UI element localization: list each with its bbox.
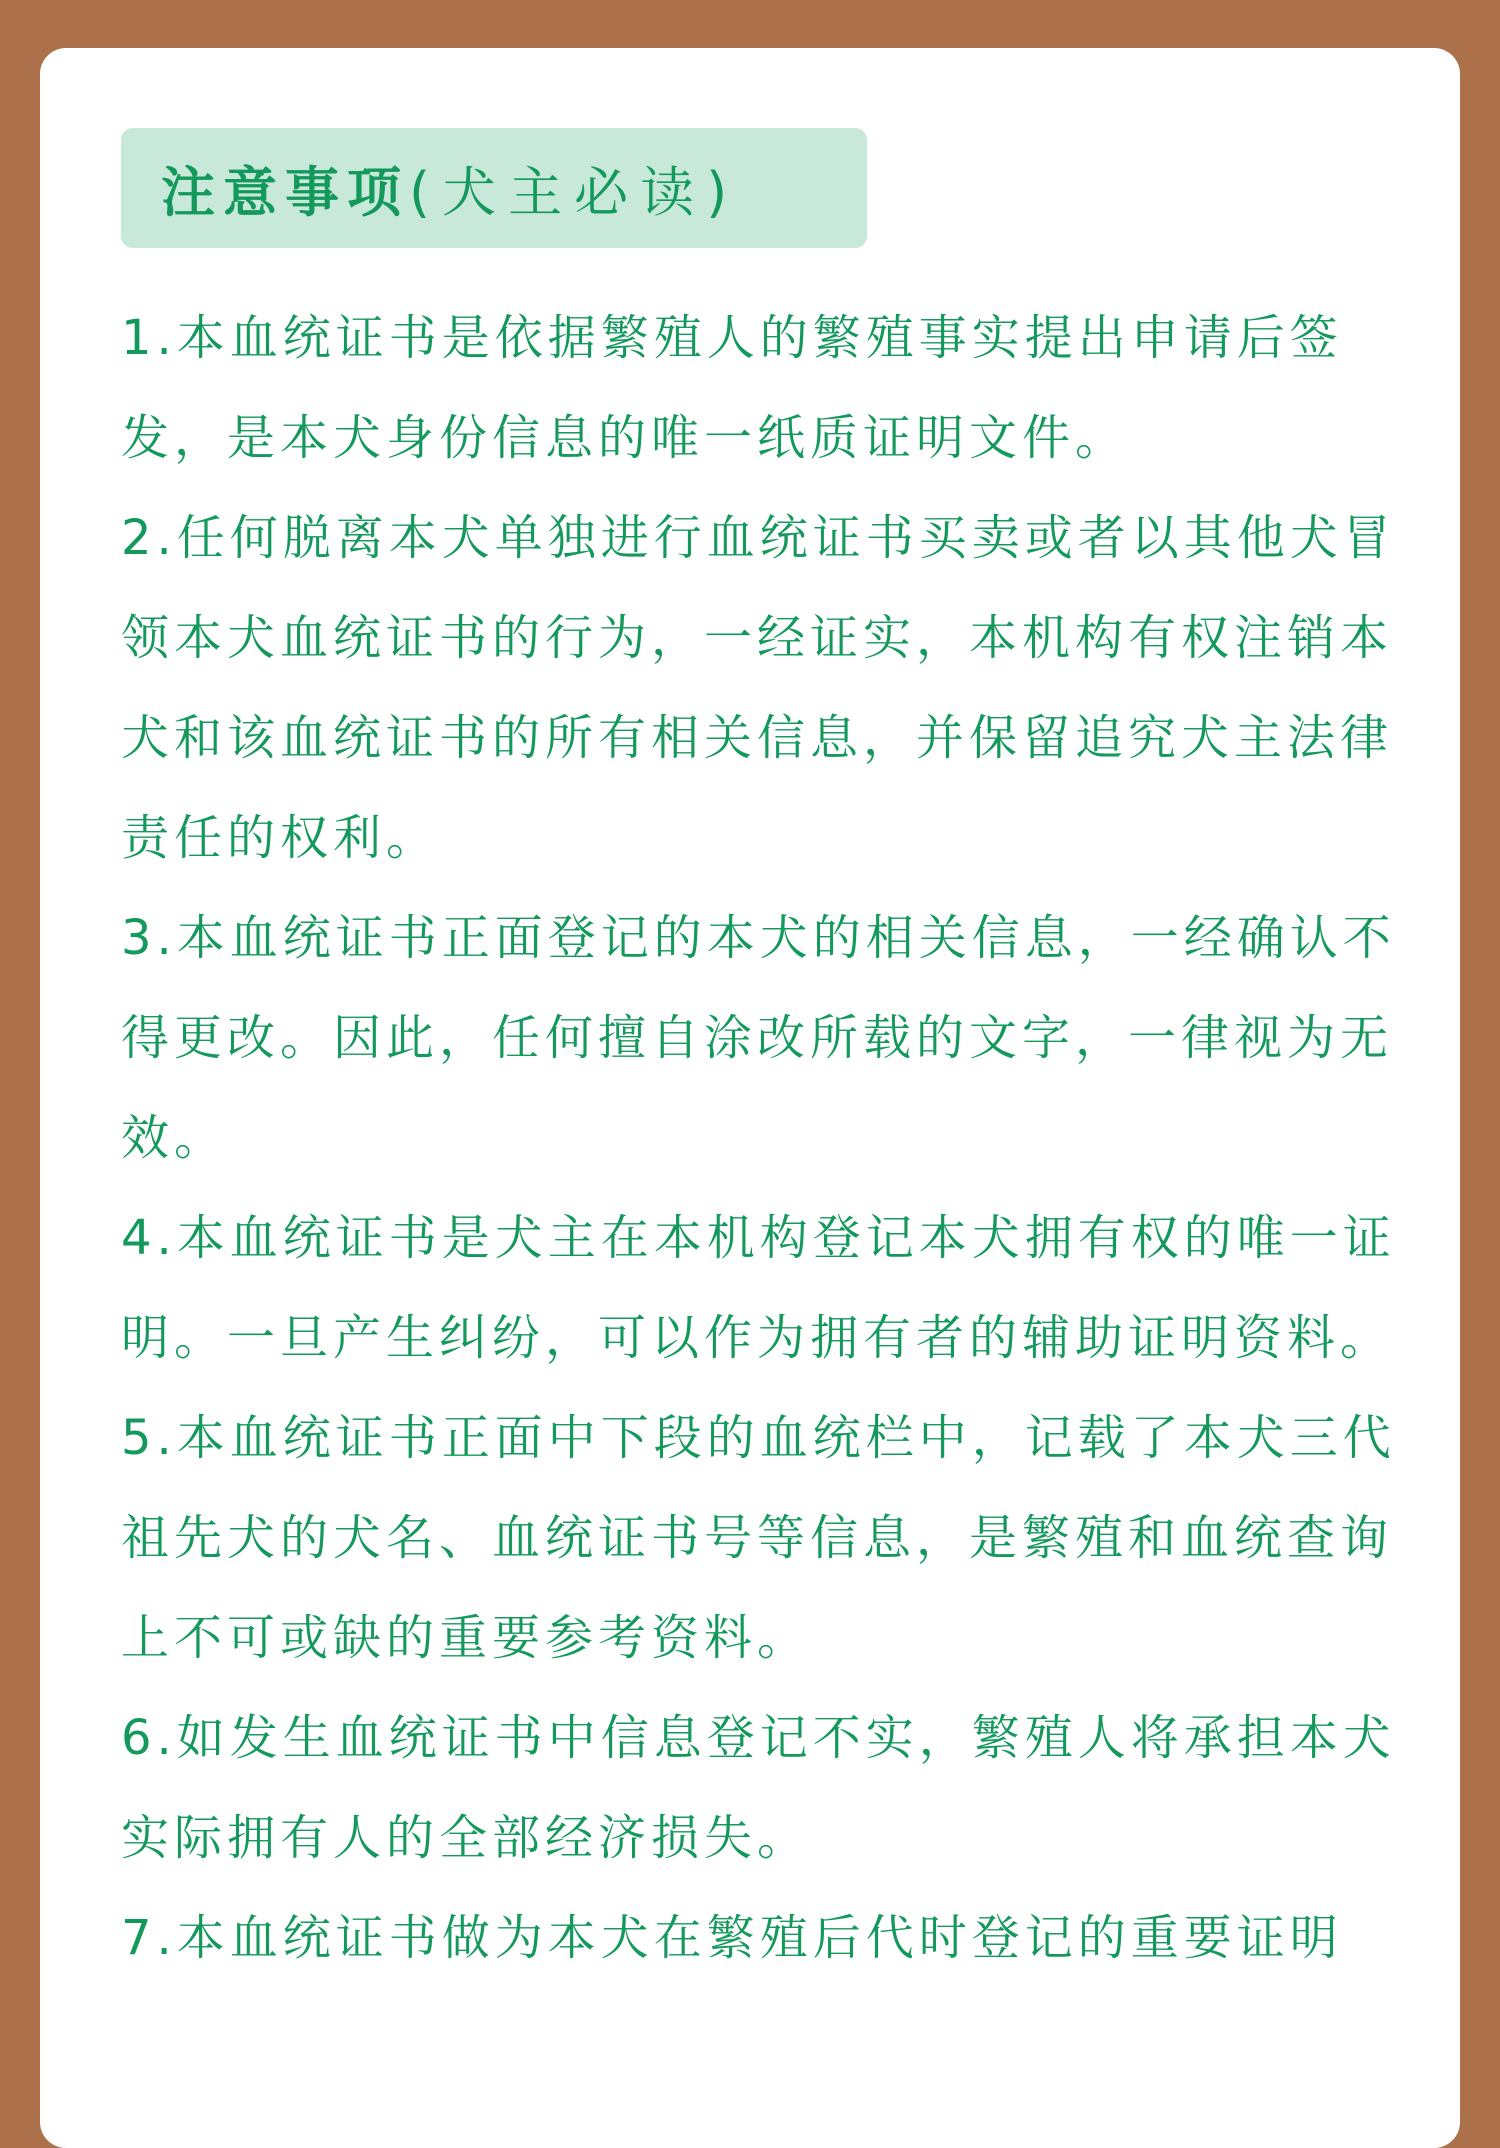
notice-title-box xyxy=(121,128,867,248)
notice-item-1: 1.本血统证书是依据繁殖人的繁殖事实提出申请后签发，是本犬身份信息的唯一纸质证明文件。 xyxy=(121,310,1343,466)
notice-item-3: 3.本血统证书正面登记的本犬的相关信息，一经确认不得更改。因此，任何擅自涂改所载的文字，一律视为无效。 xyxy=(121,910,1396,1166)
notice-title xyxy=(161,150,739,227)
notice-card xyxy=(40,48,1460,2148)
notice-item-7: 7.本血统证书做为本犬在繁殖后代时登记的重要证明 xyxy=(121,1910,1343,1966)
notice-item-2: 2.任何脱离本犬单独进行血统证书买卖或者以其他犬冒领本犬血统证书的行为，一经证实，本机构有权注销本犬和该血统证书的所有相关信息，并保留追究犬主法律责任的权利。 xyxy=(121,510,1396,866)
notice-item-4: 4.本血统证书是犬主在本机构登记本犬拥有权的唯一证明。一旦产生纠纷，可以作为拥有者的辅助证明资料。 xyxy=(121,1210,1396,1366)
notice-title-main: 注意事项 xyxy=(161,160,409,224)
notice-item-6: 6.如发生血统证书中信息登记不实，繁殖人将承担本犬实际拥有人的全部经济损失。 xyxy=(121,1710,1396,1866)
notice-item-5: 5.本血统证书正面中下段的血统栏中，记载了本犬三代祖先犬的犬名、血统证书号等信息，是繁殖和血统查询上不可或缺的重要参考资料。 xyxy=(121,1410,1396,1666)
notice-list xyxy=(121,288,1417,1988)
notice-title-sub: (犬主必读) xyxy=(409,160,740,224)
